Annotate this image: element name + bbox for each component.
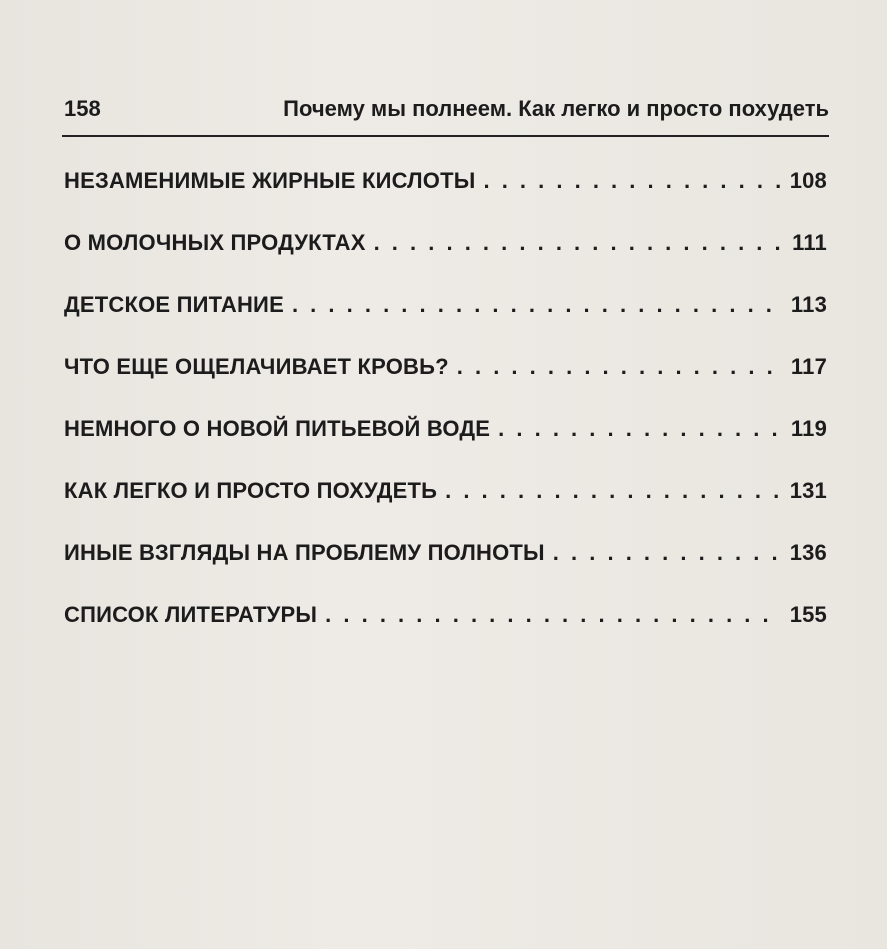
toc-dot-leader xyxy=(498,416,783,442)
toc-dot-leader xyxy=(483,168,781,194)
toc-dot-leader xyxy=(445,478,782,504)
toc-entry-page: 113 xyxy=(790,292,827,317)
header-rule xyxy=(62,135,829,137)
toc-entry-title: НЕМНОГО О НОВОЙ ПИТЬЕВОЙ ВОДЕ xyxy=(64,416,491,441)
toc-entry[interactable] xyxy=(64,416,827,478)
running-title: Почему мы полнеем. Как легко и просто похудеть xyxy=(283,96,829,121)
toc-entry-page: 155 xyxy=(789,602,827,627)
toc-entry[interactable] xyxy=(64,602,827,664)
toc-entry[interactable] xyxy=(64,478,827,540)
toc-entry-title: О МОЛОЧНЫХ ПРОДУКТАХ xyxy=(64,230,366,255)
toc-entry-page: 111 xyxy=(792,230,827,255)
toc-dot-leader xyxy=(457,354,783,380)
toc-entry-page: 119 xyxy=(790,416,827,441)
toc-entry[interactable] xyxy=(64,354,827,416)
toc-dot-leader xyxy=(374,230,785,256)
toc-entry[interactable] xyxy=(64,292,827,354)
toc-entry-title: НЕЗАМЕНИМЫЕ ЖИРНЫЕ КИСЛОТЫ xyxy=(64,168,476,193)
toc-dot-leader xyxy=(292,292,783,318)
toc-entry-page: 131 xyxy=(789,478,827,503)
page-header xyxy=(64,92,829,126)
toc-entry-title: ИНЫЕ ВЗГЛЯДЫ НА ПРОБЛЕМУ ПОЛНОТЫ xyxy=(64,540,545,565)
toc-dot-leader xyxy=(553,540,782,566)
page-number: 158 xyxy=(64,96,101,121)
toc-dot-leader xyxy=(325,602,782,628)
toc-entry-title: ЧТО ЕЩЕ ОЩЕЛАЧИВАЕТ КРОВЬ? xyxy=(64,354,449,379)
toc-entry-page: 117 xyxy=(790,354,827,379)
table-of-contents xyxy=(64,168,827,664)
toc-entry[interactable] xyxy=(64,168,827,230)
toc-entry-title: ДЕТСКОЕ ПИТАНИЕ xyxy=(64,292,284,317)
toc-entry[interactable] xyxy=(64,230,827,292)
toc-entry[interactable] xyxy=(64,540,827,602)
toc-entry-title: КАК ЛЕГКО И ПРОСТО ПОХУДЕТЬ xyxy=(64,478,438,503)
toc-entry-page: 108 xyxy=(789,168,827,193)
toc-entry-title: СПИСОК ЛИТЕРАТУРЫ xyxy=(64,602,318,627)
toc-entry-page: 136 xyxy=(789,540,827,565)
mirrored-bleed-through xyxy=(60,670,827,918)
